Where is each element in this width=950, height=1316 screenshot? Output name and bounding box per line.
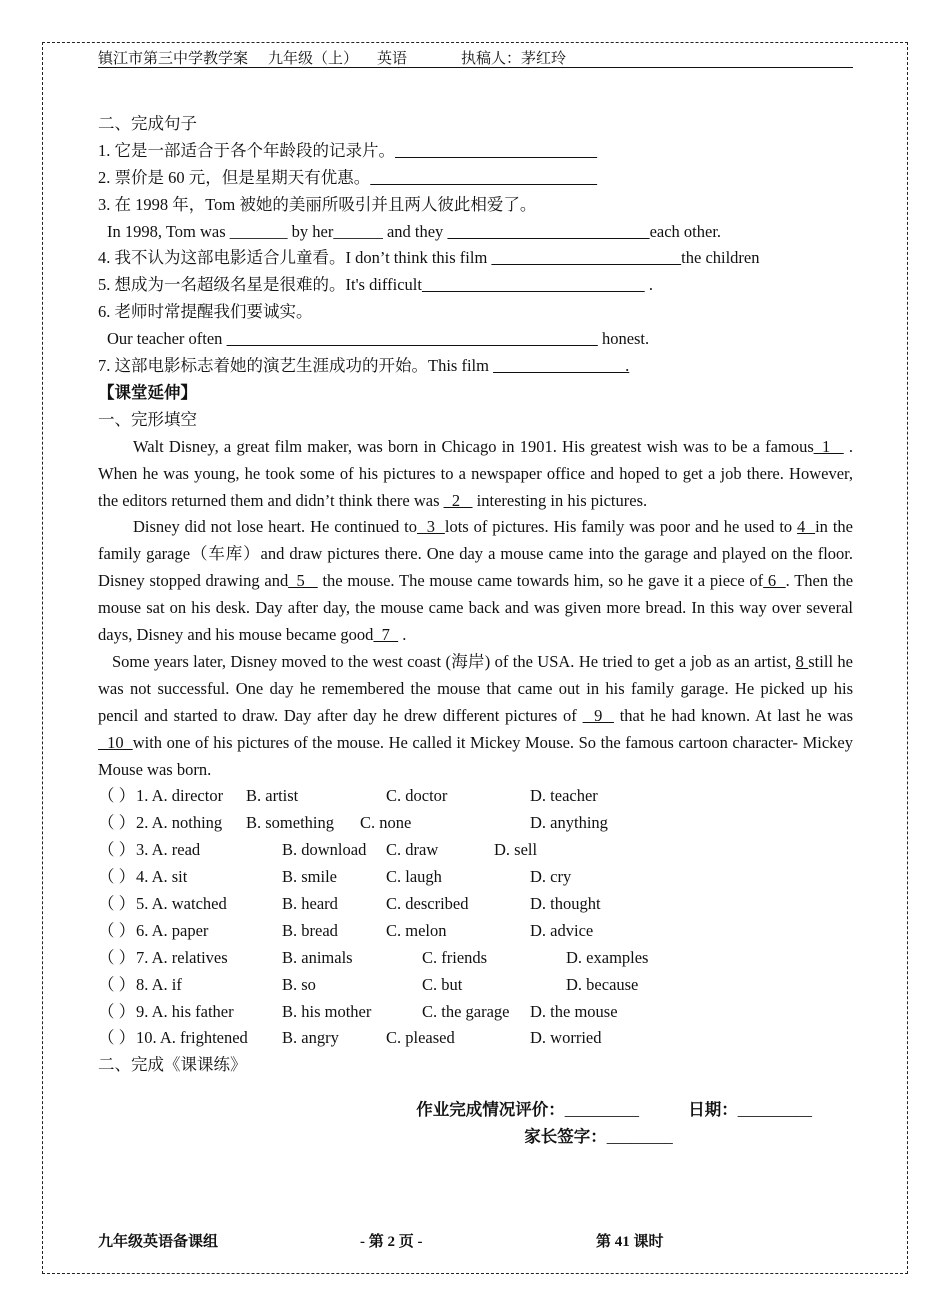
answer-paren[interactable]: （ ）	[98, 867, 136, 887]
sentence-text: each other.	[649, 221, 722, 241]
header-author: 执稿人：茅红玲	[461, 51, 567, 67]
option-b: B. heard	[282, 894, 338, 914]
cloze-blank-1[interactable]: _1_	[813, 436, 844, 456]
footer-group: 九年级英语备课组	[98, 1234, 219, 1250]
parent-signature-row	[516, 1103, 673, 1147]
option-row	[98, 837, 853, 864]
date-row	[680, 1076, 812, 1120]
answer-paren[interactable]: （ ）	[98, 813, 136, 833]
option-row	[98, 945, 853, 972]
option-a: 9. A. his father	[136, 1001, 234, 1021]
option-c: C. pleased	[386, 1028, 455, 1048]
option-d: D. worried	[530, 1028, 602, 1048]
option-c: C. described	[386, 894, 469, 914]
page-header	[98, 47, 853, 68]
section-heading-cloze: 一、完形填空	[98, 409, 197, 429]
header-subject: 英语	[377, 51, 408, 67]
sentence-prompt: 5. 想成为一名超级名星是很难的。It's difficult	[98, 275, 422, 295]
option-a: 7. A. relatives	[136, 947, 228, 967]
answer-paren[interactable]: （ ）	[98, 786, 136, 806]
header-school: 镇江市第三中学教学案	[98, 51, 249, 67]
cloze-blank-6[interactable]: 6	[763, 571, 786, 591]
option-d: D. anything	[530, 813, 608, 833]
sentence-item-3: 3. 在 1998 年，Tom 被她的美丽所吸引并且两人彼此相爱了。	[98, 194, 537, 214]
option-d: D. cry	[530, 867, 572, 887]
header-grade: 九年级（上）	[268, 51, 359, 67]
option-row	[98, 972, 853, 999]
answer-blank[interactable]: ________________.	[493, 356, 630, 376]
cloze-blank-9[interactable]: 9	[582, 705, 614, 725]
sentence-item-6-english	[98, 326, 853, 353]
sentence-item-6: 6. 老师时常提醒我们要诚实。	[98, 302, 313, 322]
option-c: C. the garage	[422, 1001, 510, 1021]
option-row	[98, 918, 853, 945]
sentence-item-7	[98, 353, 853, 380]
option-c: C. laugh	[386, 867, 442, 887]
option-b: B. his mother	[282, 1001, 372, 1021]
option-c: C. melon	[386, 920, 447, 940]
sentence-text: .	[644, 275, 653, 295]
option-b: B. animals	[282, 947, 353, 967]
footer-page-number: - 第 2 页 -	[360, 1234, 423, 1250]
option-b: B. something	[246, 813, 335, 833]
option-a: 2. A. nothing	[136, 813, 223, 833]
section-heading-complete-sentences: 二、完成句子	[98, 114, 197, 133]
option-row	[98, 999, 853, 1026]
sentence-item-1	[98, 138, 853, 165]
option-a: 10. A. frightened	[136, 1028, 248, 1048]
worksheet-content	[98, 111, 853, 1079]
answer-paren[interactable]: （ ）	[98, 974, 136, 994]
answer-blank[interactable]	[395, 141, 597, 160]
option-b: B. angry	[282, 1028, 339, 1048]
answer-blank[interactable]	[447, 222, 649, 241]
sentence-prompt: 4. 我不认为这部电影适合儿童看。I don’t think this film	[98, 248, 492, 268]
option-b: B. artist	[246, 786, 299, 806]
evaluation-label: 作业完成情况评价：	[416, 1100, 565, 1119]
footer-lesson: 第 41 课时	[596, 1234, 664, 1250]
option-a: 4. A. sit	[136, 867, 188, 887]
option-b: B. so	[282, 974, 316, 994]
option-d: D. the mouse	[530, 1001, 618, 1021]
option-c: C. draw	[386, 840, 439, 860]
option-c: C. friends	[422, 947, 488, 967]
option-d: D. thought	[530, 894, 601, 914]
answer-paren[interactable]: （ ）	[98, 947, 136, 967]
evaluation-blank[interactable]: _________	[564, 1100, 639, 1119]
sentence-item-4	[98, 245, 853, 272]
option-row	[98, 864, 853, 891]
passage-paragraph-1: Walt Disney, a great film maker, was born in Chicago in 1901. His greatest wish was to be a famous_1_ . When he was young, he took some of his pictures to a newspaper office and hoped to get a job there. However, the editors returned them and didn’t think there was _2_ interesting in his pictures.	[98, 436, 854, 510]
sentence-text: In 1998, Tom was	[107, 221, 230, 241]
answer-blank[interactable]: _______	[229, 221, 288, 241]
cloze-blank-2[interactable]: _2_	[443, 490, 473, 510]
section-heading-practice: 二、完成《课课练》	[98, 1055, 247, 1075]
option-a: 5. A. watched	[136, 894, 227, 914]
cloze-blank-8[interactable]: 8	[795, 651, 809, 671]
option-c: C. none	[360, 813, 412, 833]
sentence-item-3-english	[98, 219, 853, 246]
sentence-item-5	[98, 272, 853, 299]
parent-signature-blank[interactable]: ________	[606, 1127, 673, 1146]
answer-options-list	[98, 783, 853, 1052]
option-d: D. sell	[494, 840, 538, 860]
answer-paren[interactable]: （ ）	[98, 1001, 136, 1021]
option-c: C. but	[422, 974, 463, 994]
option-a: 3. A. read	[136, 840, 201, 860]
option-a: 6. A. paper	[136, 920, 209, 940]
cloze-blank-7[interactable]: 7	[373, 625, 399, 645]
cloze-blank-5[interactable]: _5_	[288, 571, 318, 591]
option-d: D. examples	[566, 947, 649, 967]
sentence-prompt: 2. 票价是 60 元，但是星期天有优惠。	[98, 167, 371, 187]
option-d: D. because	[566, 974, 639, 994]
cloze-blank-10[interactable]: 10	[98, 732, 133, 752]
parent-signature-label: 家长签字：	[524, 1127, 607, 1146]
answer-paren[interactable]: （ ）	[98, 920, 136, 940]
answer-blank[interactable]	[227, 329, 598, 348]
option-b: B. smile	[282, 867, 338, 887]
cloze-passage	[98, 434, 853, 784]
cloze-blank-4[interactable]: 4	[797, 517, 816, 537]
answer-paren[interactable]: （ ）	[98, 1028, 136, 1048]
answer-paren[interactable]: （ ）	[98, 840, 136, 860]
option-c: C. doctor	[386, 786, 448, 806]
sentence-text: honest.	[597, 329, 650, 349]
date-label: 日期：	[688, 1100, 738, 1119]
date-blank[interactable]: _________	[737, 1100, 812, 1119]
answer-blank[interactable]	[370, 168, 597, 187]
option-b: B. download	[282, 840, 367, 860]
sentence-prompt: 7. 这部电影标志着她的演艺生涯成功的开始。This film	[98, 356, 494, 376]
answer-blank[interactable]	[422, 275, 645, 294]
sentence-text: by her	[287, 221, 334, 241]
option-a: 8. A. if	[136, 974, 182, 994]
sentence-text: the children	[681, 248, 760, 268]
answer-blank[interactable]: ______	[333, 221, 383, 241]
passage-paragraph-2: Disney did not lose heart. He continued to 3 lots of pictures. His family was poor and he used to 4 in the family garage（车库）and draw pictures there. One day a mouse came into the garage and played on the floor. Disney stopped drawing and_5_ the mouse. The mouse came towards him, so he gave it a piece of 6 . Then the mouse sat on his desk. Day after day, the mouse came back and was given more bread. In this way over several days, Disney and his mouse became good 7 .	[98, 517, 854, 645]
option-row	[98, 810, 853, 837]
passage-paragraph-3: Some years later, Disney moved to the west coast (海岸) of the USA. He tried to get a job as an artist, 8 still he was not successful. One day he remembered the mouse that came out in his family garage. He picked up his pencil and started to draw. Day after day he drew different pictures of 9 that he had known. At last he was 10 with one of his pictures of the mouse. He called it Mickey Mouse. So the famous cartoon character- Mickey Mouse was born.	[98, 651, 854, 779]
sentence-text: Our teacher often	[107, 329, 227, 349]
answer-paren[interactable]: （ ）	[98, 894, 136, 914]
option-row	[98, 1025, 853, 1052]
cloze-blank-3[interactable]: 3	[417, 517, 445, 537]
section-title-extension: 【课堂延伸】	[98, 382, 197, 402]
option-b: B. bread	[282, 920, 338, 940]
option-row	[98, 783, 853, 810]
sentence-prompt: 1. 它是一部适合于各个年龄段的记录片。	[98, 140, 395, 160]
option-row	[98, 891, 853, 918]
option-d: D. teacher	[530, 786, 598, 806]
sentence-item-2	[98, 165, 853, 192]
sentence-text: and they	[382, 221, 448, 241]
option-a: 1. A. director	[136, 786, 224, 806]
answer-blank[interactable]	[491, 248, 681, 267]
option-d: D. advice	[530, 920, 594, 940]
